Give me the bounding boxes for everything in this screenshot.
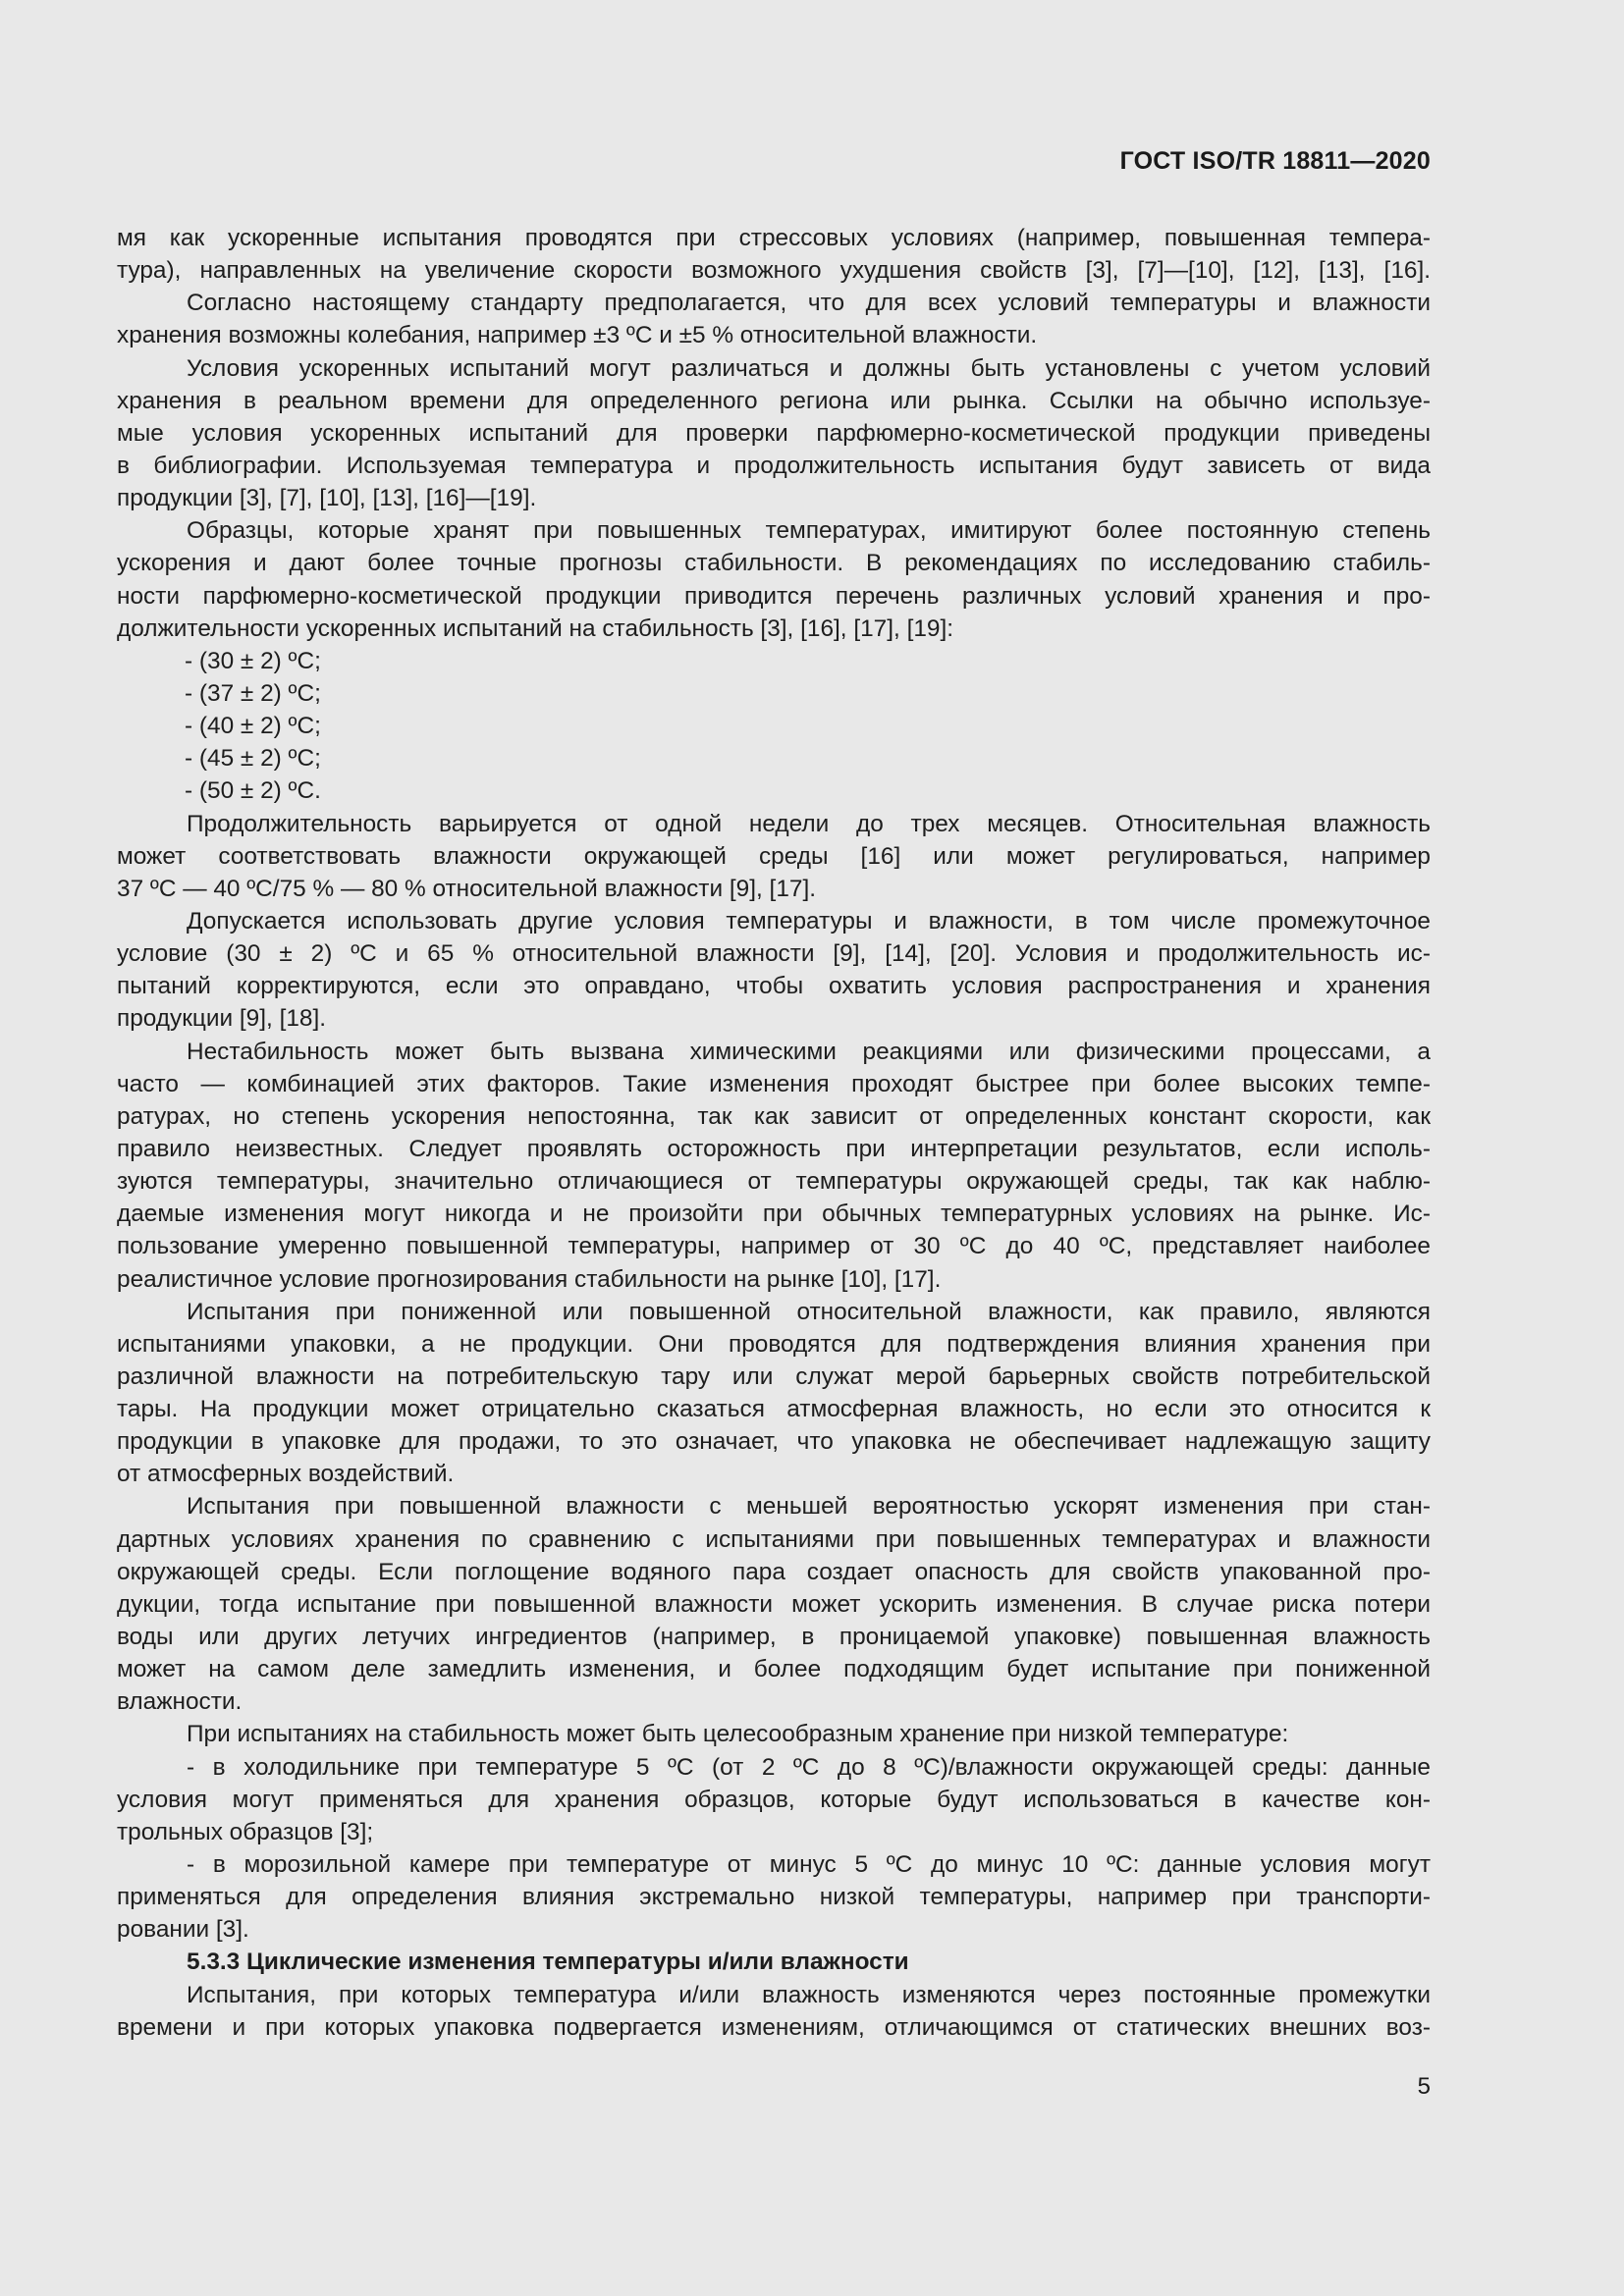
text-line: применяться для определения влияния экстремально низкой температуры, например при транспорти- bbox=[117, 1884, 1431, 1911]
text-line: 37 ºС — 40 ºС/75 % — 80 % относительной влажности [9], [17]. bbox=[117, 875, 817, 902]
text-line: продукции [9], [18]. bbox=[117, 1005, 327, 1033]
document-header-title: ГОСТ ISO/TR 18811—2020 bbox=[1119, 147, 1431, 175]
text-line: продукции [3], [7], [10], [13], [16]—[19]. bbox=[117, 485, 537, 512]
text-line: условия могут применяться для хранения образцов, которые будут использоваться в качестве кон- bbox=[117, 1786, 1431, 1813]
text-line: ности парфюмерно-косметической продукции приводится перечень различных условий хранения и про- bbox=[117, 582, 1431, 610]
list-item: - (37 ± 2) ºС; bbox=[185, 679, 321, 707]
page-number: 5 bbox=[1417, 2073, 1431, 2100]
text-line: может соответствовать влажности окружающей среды [16] или может регулироваться, например bbox=[117, 842, 1431, 870]
text-line: от атмосферных воздействий. bbox=[117, 1461, 455, 1488]
list-item: - (40 ± 2) ºС; bbox=[185, 713, 321, 740]
text-line: пытаний корректируются, если это оправдано, чтобы охватить условия распространения и хранения bbox=[117, 973, 1431, 1000]
text-line: Нестабильность может быть вызвана химическими реакциями или физическими процессами, а bbox=[187, 1038, 1431, 1065]
text-line: реалистичное условие прогнозирования стабильности на рынке [10], [17]. bbox=[117, 1265, 942, 1293]
text-line: Условия ускоренных испытаний могут различаться и должны быть установлены с учетом условий bbox=[187, 354, 1431, 382]
text-line: Испытания при повышенной влажности с меньшей вероятностью ускорят изменения при стан- bbox=[187, 1493, 1431, 1521]
text-line: тары. На продукции может отрицательно сказаться атмосферная влажность, но если это относится к bbox=[117, 1396, 1431, 1423]
text-line: ровании [3]. bbox=[117, 1916, 249, 1944]
text-line: дукции, тогда испытание при повышенной влажности может ускорить изменения. В случае риска потери bbox=[117, 1590, 1431, 1618]
text-line: ускорения и дают более точные прогнозы стабильности. В рекомендациях по исследованию стабиль- bbox=[117, 550, 1431, 577]
text-line: условие (30 ± 2) ºС и 65 % относительной влажности [9], [14], [20]. Условия и продолжительность ис- bbox=[117, 940, 1431, 968]
text-line: часто — комбинацией этих факторов. Такие изменения проходят быстрее при более высоких темпе- bbox=[117, 1070, 1431, 1097]
text-line: продукции в упаковке для продажи, то это означает, что упаковка не обеспечивает надлежащую защиту bbox=[117, 1428, 1431, 1456]
text-line: зуются температуры, значительно отличающиеся от температуры окружающей среды, так как наблю- bbox=[117, 1168, 1431, 1196]
text-line: в библиографии. Используемая температура и продолжительность испытания будут зависеть от вида bbox=[117, 452, 1431, 479]
text-line: мя как ускоренные испытания проводятся при стрессовых условиях (например, повышенная темпера- bbox=[117, 225, 1431, 251]
text-line: Образцы, которые хранят при повышенных температурах, имитируют более постоянную степень bbox=[187, 517, 1431, 545]
list-item: - (50 ± 2) ºС. bbox=[185, 777, 321, 805]
text-line: - в холодильнике при температуре 5 ºС (от 2 ºС до 8 ºС)/влажности окружающей среды: данные bbox=[187, 1753, 1431, 1781]
text-line: Испытания при пониженной или повышенной относительной влажности, как правило, являются bbox=[187, 1298, 1431, 1325]
text-line: ратурах, но степень ускорения непостоянна, так как зависит от определенных констант скорости, как bbox=[117, 1102, 1431, 1130]
text-line: должительности ускоренных испытаний на стабильность [3], [16], [17], [19]: bbox=[117, 614, 954, 642]
text-line: окружающей среды. Если поглощение водяного пара создает опасность для свойств упакованной про- bbox=[117, 1558, 1431, 1585]
text-line: При испытаниях на стабильность может быть целесообразным хранение при низкой температуре: bbox=[187, 1721, 1289, 1748]
text-line: пользование умеренно повышенной температуры, например от 30 ºС до 40 ºС, представляет наиболее bbox=[117, 1233, 1431, 1260]
text-line: Испытания, при которых температура и/или влажность изменяются через постоянные промежутки bbox=[187, 1981, 1431, 2008]
text-line: Допускается использовать другие условия температуры и влажности, в том числе промежуточное bbox=[187, 907, 1431, 934]
list-item: - (30 ± 2) ºС; bbox=[185, 647, 321, 674]
text-line: мые условия ускоренных испытаний для проверки парфюмерно-косметической продукции приведены bbox=[117, 419, 1431, 447]
text-line: тура), направленных на увеличение скорости возможного ухудшения свойств [3], [7]—[10], [12], [13], [16]. bbox=[117, 257, 1431, 285]
text-line: даемые изменения могут никогда и не произойти при обычных температурных условиях на рынке. Ис- bbox=[117, 1201, 1431, 1228]
list-item: - (45 ± 2) ºС; bbox=[185, 745, 321, 773]
text-line: правило неизвестных. Следует проявлять осторожность при интерпретации результатов, если исполь- bbox=[117, 1135, 1431, 1162]
text-line: испытаниями упаковки, а не продукции. Они проводятся для подтверждения влияния хранения при bbox=[117, 1330, 1431, 1358]
text-line: - в морозильной камере при температуре от минус 5 ºС до минус 10 ºС: данные условия могут bbox=[187, 1851, 1431, 1879]
document-body bbox=[117, 222, 1431, 2044]
text-line: дартных условиях хранения по сравнению с испытаниями при повышенных температурах и влажности bbox=[117, 1525, 1431, 1553]
text-line: трольных образцов [3]; bbox=[117, 1818, 374, 1845]
text-line: влажности. bbox=[117, 1688, 243, 1716]
text-line: различной влажности на потребительскую тару или служат мерой барьерных свойств потребительской bbox=[117, 1362, 1431, 1390]
text-line: воды или других летучих ингредиентов (например, в проницаемой упаковке) повышенная влажность bbox=[117, 1624, 1431, 1651]
text-line: Продолжительность варьируется от одной недели до трех месяцев. Относительная влажность bbox=[187, 810, 1431, 837]
text-line: хранения в реальном времени для определенного региона или рынка. Ссылки на обычно используе- bbox=[117, 387, 1431, 414]
text-line: Согласно настоящему стандарту предполагается, что для всех условий температуры и влажности bbox=[187, 290, 1431, 317]
section-heading: 5.3.3 Циклические изменения температуры и/или влажности bbox=[187, 1949, 909, 1976]
text-line: может на самом деле замедлить изменения, и более подходящим будет испытание при пониженной bbox=[117, 1656, 1431, 1683]
text-line: хранения возможны колебания, например ±3 ºС и ±5 % относительной влажности. bbox=[117, 322, 1038, 349]
text-line: времени и при которых упаковка подвергается изменениям, отличающимся от статических внешних воз- bbox=[117, 2013, 1431, 2041]
